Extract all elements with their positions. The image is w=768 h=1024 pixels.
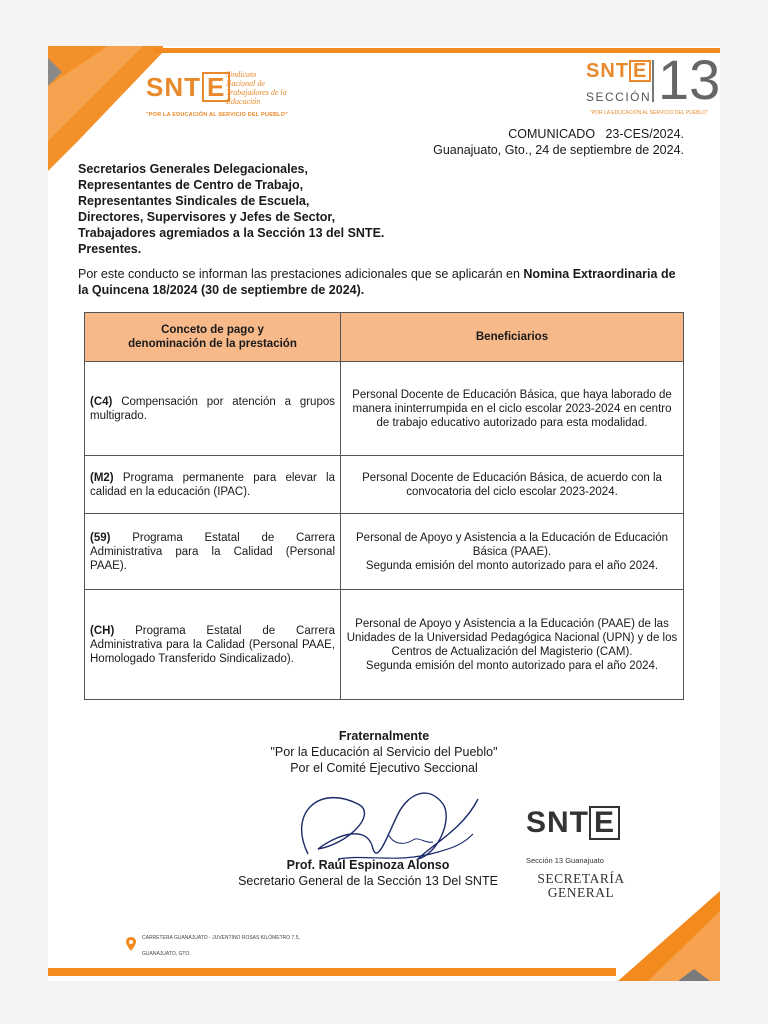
seal-snte-e: E bbox=[589, 806, 620, 840]
beneficiaries-cell bbox=[341, 514, 684, 590]
table-row bbox=[85, 590, 684, 700]
place-date: Guanajuato, Gto., 24 de septiembre de 2024. bbox=[433, 143, 684, 157]
recipients-block bbox=[78, 161, 384, 257]
snte-logo-right-text: SNT bbox=[586, 60, 629, 82]
seal-title-line: GENERAL bbox=[547, 885, 615, 900]
snte-name-line: Nacional de bbox=[226, 79, 265, 88]
seal-section: Sección 13 Guanajuato bbox=[526, 856, 604, 865]
snte-name-line: Sindicato bbox=[226, 70, 257, 79]
intro-paragraph bbox=[78, 266, 688, 298]
beneficiaries-cell bbox=[341, 590, 684, 700]
concept-cell bbox=[85, 456, 341, 514]
bottom-orange-band bbox=[48, 968, 616, 976]
concept-text: Programa permanente para elevar la calidad en la educación (IPAC). bbox=[90, 471, 335, 498]
seal-title-line: SECRETARÍA bbox=[537, 871, 625, 886]
location-pin-icon bbox=[126, 937, 136, 951]
snte-name-line: Trabajadores de la bbox=[226, 88, 287, 97]
table-row bbox=[85, 456, 684, 514]
concept-cell bbox=[85, 590, 341, 700]
concept-code: (59) bbox=[90, 531, 111, 544]
table-row bbox=[85, 362, 684, 456]
motto-left: "POR LA EDUCACIÓN AL SERVICIO DEL PUEBLO" bbox=[146, 112, 288, 118]
top-orange-band bbox=[153, 48, 720, 53]
concept-code: (CH) bbox=[90, 624, 115, 637]
beneficiaries-cell: Personal Docente de Educación Básica, de acuerdo con la convocatoria del ciclo escolar 2023-2024. bbox=[341, 456, 684, 514]
beneficiaries-text: Personal de Apoyo y Asistencia a la Educación de Educación Básica (PAAE). bbox=[356, 531, 668, 558]
concept-text: Compensación por atención a grupos multigrado. bbox=[90, 395, 335, 422]
recipient-line: Secretarios Generales Delegacionales, bbox=[78, 162, 308, 176]
comunicado-number: COMUNICADO 23-CES/2024. bbox=[508, 127, 684, 141]
beneficiaries-text: Personal de Apoyo y Asistencia a la Educación (PAAE) de las Unidades de la Universidad Pedagógica Nacional (UPN) y de los Centros de Actualización del Magisterio (CAM). bbox=[346, 617, 678, 658]
recipient-line: Directores, Supervisores y Jefes de Sector, bbox=[78, 210, 336, 224]
beneficiaries-cell: Personal Docente de Educación Básica, que haya laborado de manera ininterrumpida en el ciclo escolar 2023-2024 en centro de trabajo educativo autorizado para esta modalidad. bbox=[341, 362, 684, 456]
table-header-row bbox=[85, 313, 684, 362]
snte-logo-left bbox=[146, 72, 230, 103]
recipient-line: Presentes. bbox=[78, 242, 142, 256]
snte-logo-left-e: E bbox=[202, 72, 230, 102]
motto-right: "POR LA EDUCACIÓN AL SERVICIO DEL PUEBLO" bbox=[590, 110, 708, 116]
orange-chevron-decoration bbox=[48, 46, 163, 171]
section-number: 13 bbox=[658, 48, 720, 111]
snte-name-line: Educación bbox=[226, 97, 261, 106]
concept-text: Programa Estatal de Carrera Administrativa para la Calidad (Personal PAAE, Homologado Transferido Sindicalizado). bbox=[90, 624, 335, 665]
benefits-table bbox=[84, 312, 684, 700]
concept-cell bbox=[85, 362, 341, 456]
concept-code: (M2) bbox=[90, 471, 114, 484]
closing-motto: "Por la Educación al Servicio del Pueblo" bbox=[270, 745, 498, 759]
footer-address-line1: CARRETERA GUANAJUATO - JUVENTINO ROSAS KILÓMETRO 7.5, bbox=[142, 935, 300, 941]
intro-text: Por este conducto se informan las prestaciones adicionales que se aplicarán en bbox=[78, 267, 524, 281]
table-row bbox=[85, 514, 684, 590]
seal-snte-text: SNT bbox=[526, 806, 589, 839]
closing-committee: Por el Comité Ejecutivo Seccional bbox=[290, 761, 478, 775]
logo-divider bbox=[652, 60, 654, 102]
intro-bold-text: Nomina Extraordinaria de la Quincena 18/2024 (30 de septiembre de 2024). bbox=[78, 267, 676, 297]
document-page bbox=[48, 46, 720, 981]
beneficiaries-note: Segunda emisión del monto autorizado para el año 2024. bbox=[365, 659, 659, 672]
beneficiaries-note: Segunda emisión del monto autorizado para el año 2024. bbox=[365, 559, 659, 572]
footer-address-line2: GUANAJUATO, GTO. bbox=[142, 951, 191, 957]
recipient-line: Representantes Sindicales de Escuela, bbox=[78, 194, 310, 208]
seal-snte-logo bbox=[526, 806, 620, 840]
signer-name: Prof. Raúl Espinoza Alonso bbox=[286, 858, 450, 872]
closing-salutation: Fraternalmente bbox=[338, 729, 430, 743]
signer-role: Secretario General de la Sección 13 Del SNTE bbox=[238, 874, 498, 888]
concept-cell bbox=[85, 514, 341, 590]
header-beneficiaries: Beneficiarios bbox=[341, 313, 684, 362]
grey-triangle-icon bbox=[48, 58, 62, 86]
seccion-label: SECCIÓN bbox=[586, 90, 652, 104]
snte-logo-left-text: SNT bbox=[146, 72, 201, 102]
snte-logo-right-e: E bbox=[629, 60, 651, 82]
header-concept: Conceto de pago y denominación de la prestación bbox=[85, 313, 341, 362]
concept-code: (C4) bbox=[90, 395, 113, 408]
recipient-line: Representantes de Centro de Trabajo, bbox=[78, 178, 304, 192]
bottom-right-chevron-decoration bbox=[608, 891, 720, 981]
snte-full-name bbox=[226, 70, 336, 106]
recipient-line: Trabajadores agremiados a la Sección 13 del SNTE. bbox=[78, 226, 385, 240]
snte-logo-right bbox=[586, 60, 651, 83]
concept-text: Programa Estatal de Carrera Administrativa para la Calidad (Personal PAAE). bbox=[90, 531, 335, 572]
comunicado-header bbox=[433, 126, 684, 158]
